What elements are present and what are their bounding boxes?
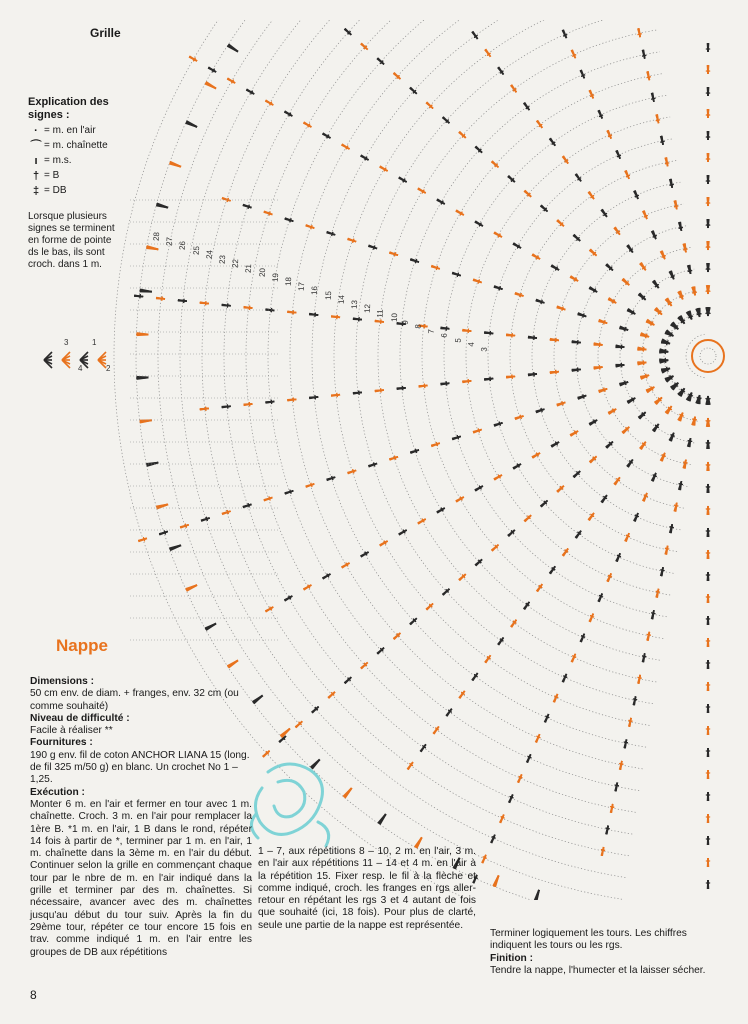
row-number: 4: [78, 364, 83, 373]
round-number: 27: [164, 236, 175, 246]
round-number: 25: [191, 245, 201, 255]
difficulty-text: Facile à réaliser **: [30, 725, 113, 737]
materials-text: 190 g env. fil de coton ANCHOR LIANA 15 (long. de fil 325 m/50 g) en blanc. Un crochet No 1 – 1,25.: [30, 749, 250, 786]
instructions-column-1: [30, 676, 252, 959]
finishing-note: Terminer logiquement les tours. Les chiffres indiquent les tours ou les rgs.: [490, 928, 687, 952]
row-number: 1: [92, 338, 97, 347]
legend-label: = m. en l'air: [44, 125, 96, 136]
round-number: 15: [323, 290, 333, 300]
round-number: 10: [389, 312, 399, 323]
round-number: 26: [178, 240, 188, 251]
legend-row: [28, 185, 120, 197]
round-number: 4: [466, 342, 476, 347]
stitch-symbol-icon: ⌒: [30, 140, 42, 152]
finishing-label: Finition :: [490, 952, 533, 964]
legend-label: = m.s.: [44, 155, 72, 166]
round-number: 17: [296, 281, 307, 291]
legend-heading: Explication des signes :: [28, 96, 109, 121]
stitch-symbol-icon: ·: [34, 125, 38, 137]
round-number: 19: [270, 272, 280, 282]
legend-row: [28, 170, 120, 182]
round-number: 14: [336, 294, 346, 305]
stitch-symbol-icon: †: [32, 170, 40, 182]
round-number: 16: [310, 285, 320, 296]
round-number: 5: [453, 337, 463, 343]
symbol-legend: [28, 96, 120, 271]
materials-label: Fournitures :: [30, 737, 93, 749]
quality-stamp-logo: [238, 752, 348, 852]
round-number: 22: [230, 258, 241, 269]
round-number: 9: [400, 319, 410, 325]
legend-row: [28, 155, 120, 167]
row-number: 2: [106, 364, 111, 373]
dimensions-text: 50 cm env. de diam. + franges, env. 32 cm (ou comme souhaité): [30, 688, 239, 712]
round-number: 20: [257, 267, 267, 278]
pattern-title: Nappe: [56, 636, 108, 655]
row-number: 3: [64, 338, 69, 347]
round-number: 12: [362, 303, 373, 314]
instructions-column-3: [490, 928, 712, 977]
instructions-column-2: 1 – 7, aux répétitions 8 – 10, 2 m. en l'air, 3 m. en l'air aux répétitions 11 – 14 et 4 m. en l'air à la répétition 15. Fixer resp. le fil à la flèche et comme indiqué, croch. les franges en rgs aller-retour en répétant les rgs 3 et 4 autant de fois que souhaité (ici, 18 fois). Pour plus de clarté, seule une partie de la nappe est représentée.: [258, 846, 476, 931]
legend-row: [28, 125, 120, 137]
legend-label: = m. chaînette: [44, 140, 108, 151]
execution-label: Exécution :: [30, 786, 85, 798]
execution-text: Monter 6 m. en l'air et fermer en tour avec 1 m. chaînette. Croch. 3 m. en l'air pour remplacer la 1ère B. *1 m. en l'air, 1 B dans le rond, répéter 14 fois à partir de *, terminer par 1 m. en l'air, 1 m. chaînette dans la 3ème m. en l'air du début. Continuer selon la grille en commençant chaque tour par le nbre de m. en l'air indiqué dans la grille et terminer par des m. chaînettes. Si nécessaire, avancer avec des m. chaînettes jusqu'au début du tour suiv. Après la fin du 29ème tour, répéter ce tour encore 15 fois en trav. comme indiqué 1 m. en l'air entre les groupes de DB aux répétitions: [30, 798, 252, 958]
round-number: 13: [349, 299, 360, 309]
round-number: 8: [413, 324, 423, 329]
dimensions-label: Dimensions :: [30, 676, 94, 687]
round-number: 18: [283, 276, 294, 287]
legend-label: = B: [44, 170, 60, 181]
page-number: 8: [30, 988, 37, 1002]
round-number: 28: [151, 231, 162, 242]
difficulty-label: Niveau de difficulté :: [30, 712, 130, 724]
round-number: 7: [426, 328, 436, 334]
round-number: 24: [204, 249, 214, 260]
round-number: 6: [440, 333, 450, 338]
legend-row: [28, 140, 120, 152]
round-number: 11: [375, 308, 386, 318]
round-number: 21: [244, 263, 254, 273]
round-number: 3: [479, 346, 489, 352]
grille-title: Grille: [90, 26, 121, 40]
stitch-symbol-icon: ‡: [32, 185, 40, 197]
round-number: 23: [217, 254, 228, 264]
finishing-text: Tendre la nappe, l'humecter et la laisser sécher.: [490, 964, 706, 976]
legend-label: = DB: [44, 185, 67, 196]
stitch-symbol-icon: ı: [34, 155, 38, 167]
legend-note: Lorsque plusieurs signes se terminent en forme de pointe ds le bas, ils sont croch. dans 1 m.: [28, 211, 115, 270]
